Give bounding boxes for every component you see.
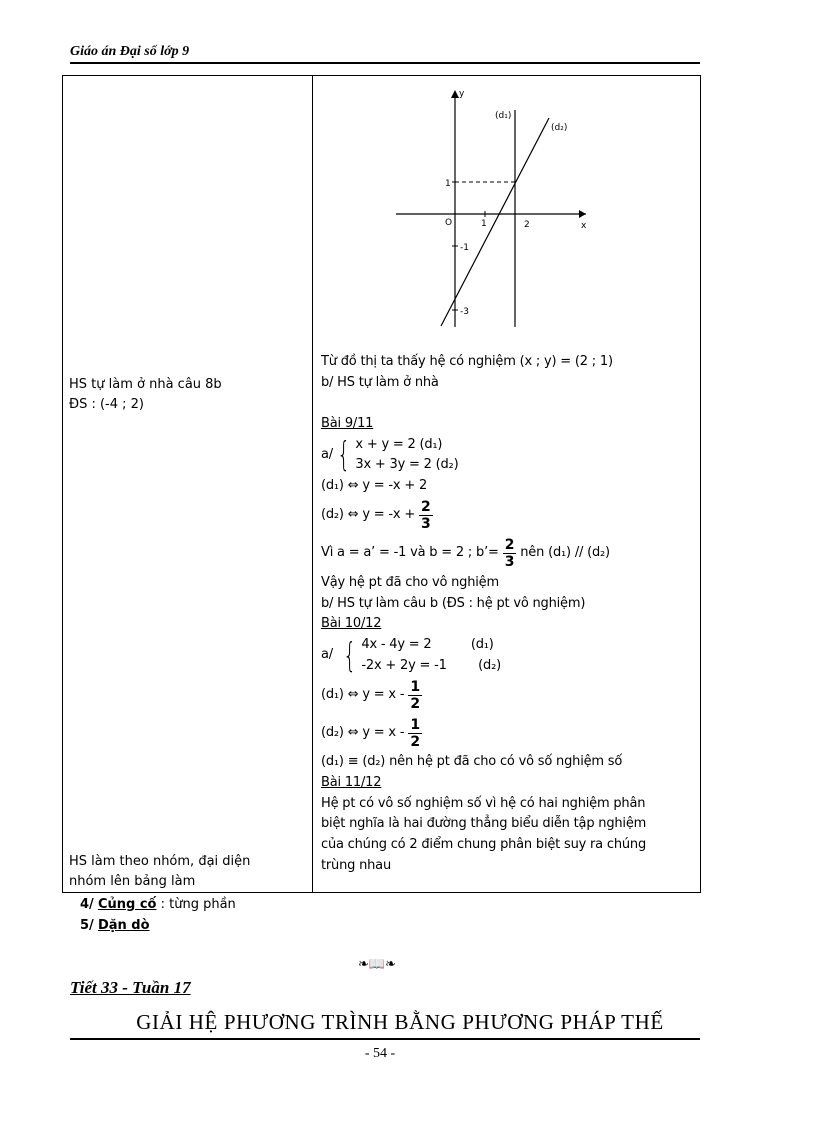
x-tick-2-label: 2 bbox=[524, 220, 530, 230]
exercise-9-conclusion: Vậy hệ pt đã cho vô nghiệm bbox=[321, 574, 499, 590]
page-header-title: Giáo án Đại số lớp 9 bbox=[70, 44, 190, 59]
group-work-note: HS làm theo nhóm, đại diện nhóm lên bảng làm bbox=[69, 854, 251, 889]
reason-post: nên (d₁) // (d₂) bbox=[520, 545, 610, 561]
brace-icon: { bbox=[337, 435, 351, 476]
frac-num: 1 bbox=[410, 716, 420, 733]
fraction-1-2 bbox=[408, 679, 422, 712]
d1-text: (d₁) ⇔ y = x - bbox=[321, 686, 405, 702]
fraction-1-2-b bbox=[408, 717, 422, 750]
exercise-11-line: Hệ pt có vô số nghiệm số vì hệ có hai nghiệm phân bbox=[321, 795, 646, 811]
d2-label: (d₂) bbox=[551, 123, 568, 133]
frac-num: 2 bbox=[421, 499, 431, 516]
graph-conclusion: Từ đồ thị ta thấy hệ có nghiệm (x ; y) = (2 ; 1) bbox=[321, 354, 613, 369]
exercise-11-title: Bài 11/12 bbox=[321, 774, 382, 790]
fraction-2-3 bbox=[419, 499, 433, 532]
y-axis-label: y bbox=[459, 89, 465, 99]
y-tick-m3-label: -3 bbox=[460, 307, 469, 317]
teacher-student-column bbox=[63, 76, 313, 893]
d1-label: (d₁) bbox=[495, 111, 512, 121]
item-number: 5/ bbox=[80, 918, 94, 933]
solution-text bbox=[321, 352, 691, 876]
y-tick-m1-label: -1 bbox=[460, 243, 469, 253]
brace-icon: { bbox=[343, 635, 357, 676]
origin-label: O bbox=[445, 218, 453, 228]
header-rule bbox=[70, 62, 700, 64]
x-tick-1-label: 1 bbox=[481, 219, 487, 229]
b10-d1-equivalence bbox=[321, 676, 691, 714]
exercise-10-system bbox=[321, 635, 691, 676]
exercise-10-conclusion: (d₁) ≡ (d₂) nên hệ pt đã cho có vô số nghiệm số bbox=[321, 754, 623, 770]
d2-text: (d₂) ⇔ y = x - bbox=[321, 724, 405, 740]
exercise-11-line: biệt nghĩa là hai đường thẳng biểu diễn tập nghiệm bbox=[321, 816, 647, 832]
frac-den: 3 bbox=[504, 554, 515, 571]
exercise-9-b: b/ HS tự làm câu b (ĐS : hệ pt vô nghiệm) bbox=[321, 595, 586, 611]
exercise-9-title: Bài 9/11 bbox=[321, 416, 374, 432]
spacer bbox=[321, 393, 691, 414]
consolidation-text: : từng phần bbox=[160, 897, 236, 912]
d2-text: (d₂) ⇔ y = -x + bbox=[321, 507, 416, 523]
y-tick-1-label: 1 bbox=[445, 179, 451, 189]
homework-note: HS tự làm ở nhà câu 8b ĐS : (-4 ; 2) bbox=[69, 377, 222, 412]
frac-num: 1 bbox=[410, 678, 420, 695]
frac-num: 2 bbox=[504, 537, 515, 554]
exercise-11-line: của chúng có 2 điểm chung phân biệt suy ra chúng bbox=[321, 837, 646, 853]
d1-equivalence: (d₁) ⇔ y = -x + 2 bbox=[321, 478, 428, 494]
line-graph bbox=[391, 82, 591, 332]
b10-d2-equivalence bbox=[321, 714, 691, 752]
frac-den: 2 bbox=[410, 733, 420, 750]
line-d2 bbox=[441, 118, 549, 326]
lesson-period: Tiết 33 - Tuần 17 bbox=[70, 978, 191, 997]
exercise-10-title: Bài 10/12 bbox=[321, 616, 382, 632]
ornament-divider: ❧📖❧ bbox=[358, 957, 396, 972]
exercise-9-system bbox=[321, 435, 691, 476]
equation-1: x + y = 2 (d₁) bbox=[355, 436, 443, 452]
consolidation-label: Củng cố bbox=[97, 897, 157, 912]
homework-label: Dặn dò bbox=[97, 918, 150, 933]
equation-2: -2x + 2y = -1 (d₂) bbox=[361, 657, 501, 673]
exercise-11-line: trùng nhau bbox=[321, 857, 391, 873]
y-axis-arrow bbox=[451, 90, 459, 98]
fraction-2-3-b bbox=[503, 537, 517, 570]
item-number: 4/ bbox=[80, 897, 94, 912]
reason-text: Vì a = a’ = -1 và b = 2 ; b’= bbox=[321, 545, 499, 561]
prefix-a: a/ bbox=[321, 647, 333, 663]
x-axis-arrow bbox=[579, 210, 586, 218]
content-column bbox=[313, 76, 701, 893]
prefix-a: a/ bbox=[321, 447, 333, 463]
d2-equivalence bbox=[321, 497, 691, 535]
frac-den: 3 bbox=[421, 516, 431, 533]
equation-2: 3x + 3y = 2 (d₂) bbox=[355, 457, 459, 473]
page-number: - 54 - bbox=[364, 1046, 396, 1061]
x-axis-label: x bbox=[581, 221, 587, 231]
equation-1: 4x - 4y = 2 (d₁) bbox=[361, 636, 494, 652]
consolidation-line bbox=[80, 897, 236, 912]
lesson-table bbox=[62, 75, 701, 893]
lesson-title: GIẢI HỆ PHƯƠNG TRÌNH BẰNG PHƯƠNG PHÁP THẾ bbox=[136, 1010, 664, 1034]
footer-rule bbox=[70, 1038, 700, 1040]
frac-den: 2 bbox=[410, 695, 420, 712]
homework-b: b/ HS tự làm ở nhà bbox=[321, 374, 439, 390]
parallel-reason bbox=[321, 535, 691, 573]
homework-line bbox=[80, 918, 150, 933]
